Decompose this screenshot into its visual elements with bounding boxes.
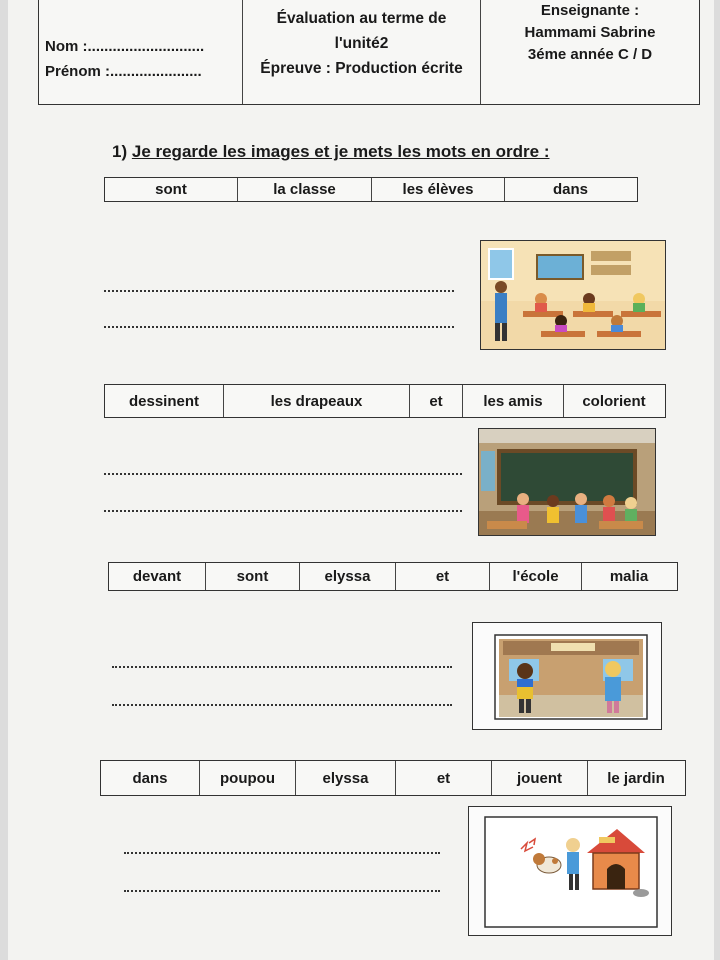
student-info-cell [39, 0, 243, 104]
word-box: poupou [200, 761, 296, 795]
word-box: devant [109, 563, 206, 590]
answer-line[interactable] [124, 890, 440, 892]
answer-line[interactable] [112, 666, 452, 668]
word-box: jouent [492, 761, 588, 795]
word-row-2 [104, 384, 666, 418]
word-box: et [410, 385, 463, 417]
word-box: sont [206, 563, 300, 590]
answer-line[interactable] [104, 473, 462, 475]
question-text: Je regarde les images et je mets les mots en ordre : [131, 142, 550, 161]
word-box: et [396, 563, 490, 590]
two-girls-school-icon [472, 622, 662, 730]
word-box: les élèves [372, 178, 505, 201]
answer-line[interactable] [104, 326, 454, 328]
girl-dog-kennel-icon [468, 806, 672, 936]
word-box: elyssa [296, 761, 396, 795]
prenom-field[interactable]: ...................... [110, 63, 202, 80]
word-box: dessinent [105, 385, 224, 417]
prenom-label: Prénom : [45, 63, 111, 80]
answer-line[interactable] [124, 852, 440, 854]
word-box: sont [105, 178, 238, 201]
word-box: les drapeaux [224, 385, 410, 417]
word-box: malia [609, 568, 649, 585]
word-box: et [396, 761, 492, 795]
word-row-4 [100, 760, 686, 796]
exam-title-line2: l'unité2 [334, 35, 389, 52]
word-row-3 [108, 562, 678, 591]
word-box: l'école [490, 563, 582, 590]
children-drawing-board-icon [478, 428, 656, 536]
nom-label: Nom : [45, 38, 88, 55]
worksheet-page [8, 0, 714, 960]
teacher-name: Hammami Sabrine [524, 24, 656, 41]
exam-title-line3: Épreuve : Production écrite [260, 60, 463, 77]
word-box: les amis [463, 385, 564, 417]
exam-title-line1: Évaluation au terme de [276, 10, 447, 27]
nom-row [45, 34, 236, 59]
class-label: 3éme année C / D [527, 46, 653, 63]
teacher-cell [481, 0, 699, 104]
word-box: dans [552, 181, 588, 198]
header-table [38, 0, 700, 105]
exam-title-cell [243, 0, 481, 104]
question-number: 1) [112, 142, 128, 161]
teacher-label: Enseignante : [540, 2, 640, 19]
nom-field[interactable]: ............................ [87, 38, 205, 55]
word-box: la classe [238, 178, 372, 201]
word-row-1 [104, 177, 638, 202]
classroom-students-icon [480, 240, 666, 350]
answer-line[interactable] [104, 290, 454, 292]
prenom-row [45, 59, 236, 84]
question-title [112, 142, 550, 162]
word-box: dans [101, 761, 200, 795]
word-box: colorient [582, 392, 646, 410]
word-box: elyssa [300, 563, 396, 590]
answer-line[interactable] [112, 704, 452, 706]
word-box: le jardin [607, 769, 665, 787]
answer-line[interactable] [104, 510, 462, 512]
